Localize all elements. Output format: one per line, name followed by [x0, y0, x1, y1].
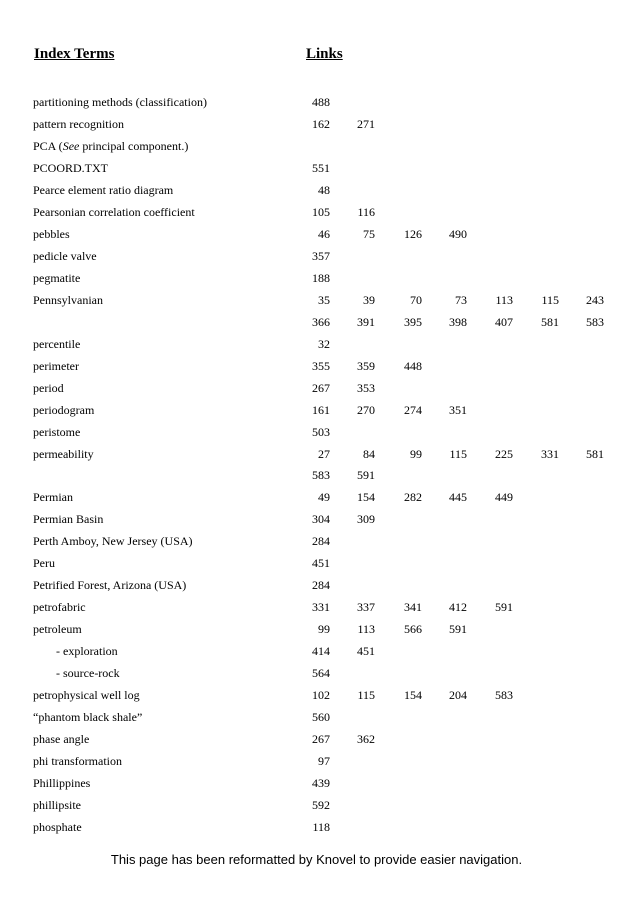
page-link[interactable]: 154 [404, 688, 422, 703]
page-link[interactable]: 99 [410, 446, 422, 461]
page-link[interactable]: 353 [357, 380, 375, 395]
index-term: phi transformation [33, 754, 122, 769]
page-link[interactable]: 551 [312, 160, 330, 175]
page-link[interactable]: 27 [318, 446, 330, 461]
page-link[interactable]: 391 [357, 314, 375, 329]
page-link[interactable]: 46 [318, 226, 330, 241]
index-term: PCA (See principal component.) [33, 138, 189, 153]
page-link[interactable]: 270 [357, 402, 375, 417]
index-term: Perth Amboy, New Jersey (USA) [33, 534, 193, 549]
index-entry [0, 136, 633, 158]
page-link[interactable]: 583 [495, 688, 513, 703]
page-link[interactable]: 99 [318, 622, 330, 637]
page-link[interactable]: 362 [357, 732, 375, 747]
page-link[interactable]: 398 [449, 314, 467, 329]
page-link[interactable]: 105 [312, 204, 330, 219]
page-link[interactable]: 337 [357, 600, 375, 615]
index-terms-header: Index Terms [34, 46, 115, 62]
index-entry [0, 224, 633, 246]
page-link[interactable]: 448 [404, 358, 422, 373]
page-link[interactable]: 154 [357, 490, 375, 505]
index-term: petroleum [33, 622, 82, 637]
page-link[interactable]: 451 [312, 556, 330, 571]
page-link[interactable]: 591 [449, 622, 467, 637]
index-entry [0, 378, 633, 400]
page-link[interactable]: 284 [312, 534, 330, 549]
page-link[interactable]: 407 [495, 314, 513, 329]
page-link[interactable]: 84 [363, 446, 375, 461]
index-entry [0, 114, 633, 136]
index-entry [0, 707, 633, 729]
page-link[interactable]: 35 [318, 292, 330, 307]
page-link[interactable]: 357 [312, 248, 330, 263]
page-link[interactable]: 445 [449, 490, 467, 505]
page-link[interactable]: 70 [410, 292, 422, 307]
page-link[interactable]: 39 [363, 292, 375, 307]
index-term: Phillippines [33, 776, 91, 791]
index-entry [0, 158, 633, 180]
index-term: partitioning methods (classification) [33, 95, 207, 109]
page-link[interactable]: 583 [312, 468, 330, 483]
page-link[interactable]: 113 [495, 292, 513, 307]
page-link[interactable]: 284 [312, 578, 330, 593]
index-entry [0, 773, 633, 795]
page-link[interactable]: 162 [312, 116, 330, 131]
index-term: permeability [33, 446, 94, 461]
index-entry [0, 663, 633, 685]
page-link[interactable]: 449 [495, 490, 513, 505]
page-link[interactable]: 331 [541, 446, 559, 461]
index-term: Peru [33, 556, 55, 571]
index-term: phillipsite [33, 798, 81, 812]
index-term: peristome [33, 424, 81, 439]
index-entry [0, 685, 633, 707]
page-link[interactable]: 366 [312, 314, 330, 329]
index-entry [0, 92, 633, 114]
page-link[interactable]: 115 [449, 446, 467, 461]
page-link[interactable]: 274 [404, 402, 422, 417]
index-entry [0, 312, 633, 334]
page-link[interactable]: 488 [312, 95, 330, 109]
index-term: percentile [33, 336, 81, 351]
page-link[interactable]: 282 [404, 490, 422, 505]
index-entry [0, 729, 633, 751]
page-link[interactable]: 566 [404, 622, 422, 637]
index-subterm: - exploration [56, 644, 118, 659]
page-link[interactable]: 32 [318, 336, 330, 351]
page-link[interactable]: 591 [357, 468, 375, 483]
index-term: petrophysical well log [33, 688, 140, 703]
page-link[interactable]: 451 [357, 644, 375, 659]
index-entry [0, 180, 633, 202]
index-entry [0, 268, 633, 290]
page-link[interactable]: 126 [404, 226, 422, 241]
page-link[interactable]: 243 [586, 292, 604, 307]
page-link[interactable]: 188 [312, 270, 330, 285]
index-entry [0, 334, 633, 356]
index-entry [0, 575, 633, 597]
page-link[interactable]: 581 [586, 446, 604, 461]
index-term: pebbles [33, 226, 70, 241]
page-link[interactable]: 225 [495, 446, 513, 461]
page-link[interactable]: 73 [455, 292, 467, 307]
index-entry [0, 795, 633, 817]
page-link[interactable]: 115 [541, 292, 559, 307]
index-term: periodogram [33, 402, 95, 417]
page-link[interactable]: 414 [312, 644, 330, 659]
page-link[interactable]: 75 [363, 226, 375, 241]
index-entry [0, 422, 633, 444]
page-link[interactable]: 439 [312, 776, 330, 791]
index-entry [0, 487, 633, 509]
index-entry [0, 465, 633, 487]
index-term: Permian [33, 490, 73, 505]
page-link[interactable]: 560 [312, 710, 330, 725]
page-link[interactable]: 49 [318, 490, 330, 505]
page-link[interactable]: 395 [404, 314, 422, 329]
index-entry [0, 290, 633, 312]
page-link[interactable]: 581 [541, 314, 559, 329]
index-entry [0, 597, 633, 619]
page-link[interactable]: 115 [357, 688, 375, 703]
index-term: pedicle valve [33, 248, 97, 263]
page-link[interactable]: 583 [586, 314, 604, 329]
page-link[interactable]: 113 [357, 622, 375, 637]
index-term: Petrified Forest, Arizona (USA) [33, 578, 187, 593]
index-entry [0, 444, 633, 466]
index-entry [0, 751, 633, 773]
index-entry [0, 817, 633, 839]
page-link[interactable]: 116 [357, 204, 375, 219]
page-link[interactable]: 341 [404, 600, 422, 615]
index-entry [0, 509, 633, 531]
index-entry [0, 400, 633, 422]
page-link[interactable]: 48 [318, 182, 330, 197]
index-entry [0, 356, 633, 378]
index-term: perimeter [33, 358, 79, 373]
index-entry [0, 246, 633, 268]
index-entry [0, 619, 633, 641]
page-link[interactable]: 592 [312, 798, 330, 812]
knovel-footer-note: This page has been reformatted by Knovel to provide easier navigation. [110, 852, 523, 867]
page-link[interactable]: 591 [495, 600, 513, 615]
index-term: phosphate [33, 819, 82, 834]
page-link[interactable]: 267 [312, 380, 330, 395]
index-entry [0, 531, 633, 553]
index-entry [0, 553, 633, 575]
index-term: period [33, 380, 64, 395]
index-term: pegmatite [33, 270, 81, 285]
page-link[interactable]: 490 [449, 226, 467, 241]
index-term: Pearsonian correlation coefficient [33, 204, 195, 219]
page-link[interactable]: 359 [357, 358, 375, 373]
index-entry [0, 641, 633, 663]
index-subterm: - source-rock [56, 666, 120, 681]
index-term: Pennsylvanian [33, 292, 103, 307]
page-link[interactable]: 304 [312, 512, 330, 527]
page-link[interactable]: 161 [312, 402, 330, 417]
page-link[interactable]: 309 [357, 512, 375, 527]
index-term: Pearce element ratio diagram [33, 182, 174, 197]
index-term: Permian Basin [33, 512, 104, 527]
page-link[interactable]: 564 [312, 666, 330, 681]
page-link[interactable]: 331 [312, 600, 330, 615]
index-entry-list [0, 92, 633, 839]
page-link[interactable]: 351 [449, 402, 467, 417]
index-term: “phantom black shale” [33, 710, 143, 725]
page-link[interactable]: 355 [312, 358, 330, 373]
page-link[interactable]: 267 [312, 732, 330, 747]
index-term: PCOORD.TXT [33, 160, 109, 175]
page-link[interactable]: 503 [312, 424, 330, 439]
links-header: Links [306, 46, 343, 62]
index-term: petrofabric [33, 600, 86, 615]
page-link[interactable]: 97 [318, 754, 330, 769]
index-term: pattern recognition [33, 116, 124, 131]
index-entry [0, 202, 633, 224]
page-link[interactable]: 271 [357, 116, 375, 131]
page-link[interactable]: 118 [312, 819, 330, 834]
page-link[interactable]: 102 [312, 688, 330, 703]
index-term: phase angle [33, 732, 90, 747]
page-link[interactable]: 204 [449, 688, 467, 703]
page-link[interactable]: 412 [449, 600, 467, 615]
